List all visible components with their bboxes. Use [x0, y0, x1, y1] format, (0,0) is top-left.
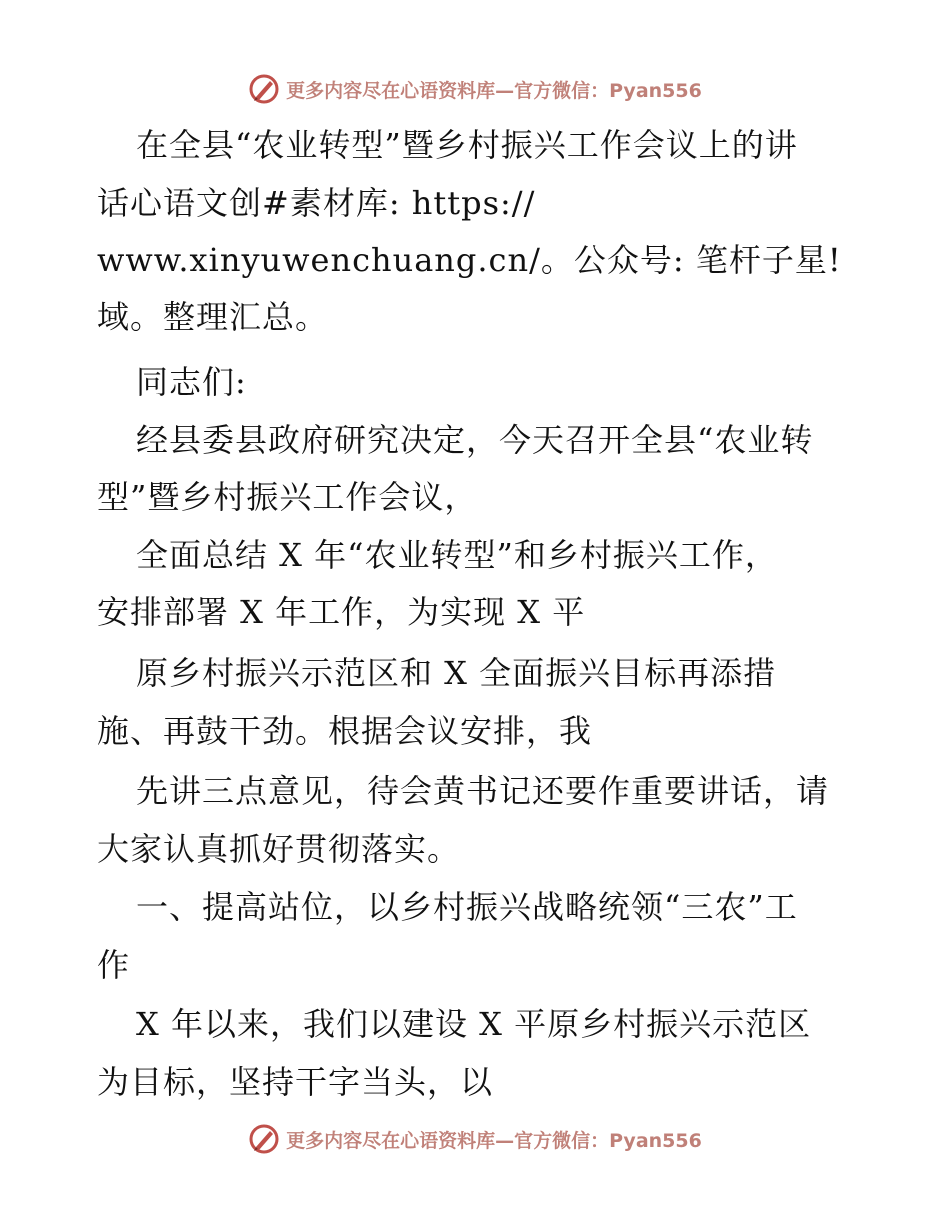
- paragraph-line: 原乡村振兴示范区和 X 全面振兴目标再添措: [136, 654, 777, 692]
- paragraph-line: 为目标，坚持干字当头，以: [97, 1063, 494, 1101]
- paragraph-line: 经县委县政府研究决定，今天召开全县“农业转: [136, 421, 814, 459]
- source-line-1: www.xinyuwenchuang.cn/。公众号: 笔杆子星!: [97, 241, 842, 279]
- section-heading-line-1: 一、提高站位，以乡村振兴战略统领“三农”工: [136, 888, 798, 926]
- salutation-line: 同志们:: [136, 363, 247, 401]
- paragraph-line: 先讲三点意见，待会黄书记还要作重要讲话，请: [136, 772, 830, 810]
- header-banner: [0, 71, 950, 107]
- paragraph-line: 施、再鼓干劲。根据会议安排，我: [97, 712, 593, 750]
- footer-banner: [0, 1121, 950, 1157]
- paragraph-line: 安排部署 X 年工作，为实现 X 平: [97, 593, 586, 631]
- paragraph-line: 型”暨乡村振兴工作会议，: [97, 478, 478, 516]
- banner-text: 更多内容尽在心语资料库—官方微信：Pyan556: [286, 1129, 702, 1152]
- title-line-2: 话心语文创#素材库: https://: [97, 184, 536, 222]
- paragraph-line: X 年以来，我们以建设 X 平原乡村振兴示范区: [136, 1005, 812, 1043]
- section-heading-line-2: 作: [97, 946, 131, 984]
- paragraph-line: 大家认真抓好贯彻落实。: [97, 830, 461, 868]
- title-line-1: 在全县“农业转型”暨乡村振兴工作会议上的讲: [136, 126, 798, 164]
- banner-text: 更多内容尽在心语资料库—官方微信：Pyan556: [286, 79, 702, 102]
- source-line-2: 域。整理汇总。: [97, 298, 329, 336]
- feather-pen-logo-icon: [248, 73, 280, 105]
- feather-pen-logo-icon: [248, 1123, 280, 1155]
- paragraph-line: 全面总结 X 年“农业转型”和乡村振兴工作，: [136, 536, 778, 574]
